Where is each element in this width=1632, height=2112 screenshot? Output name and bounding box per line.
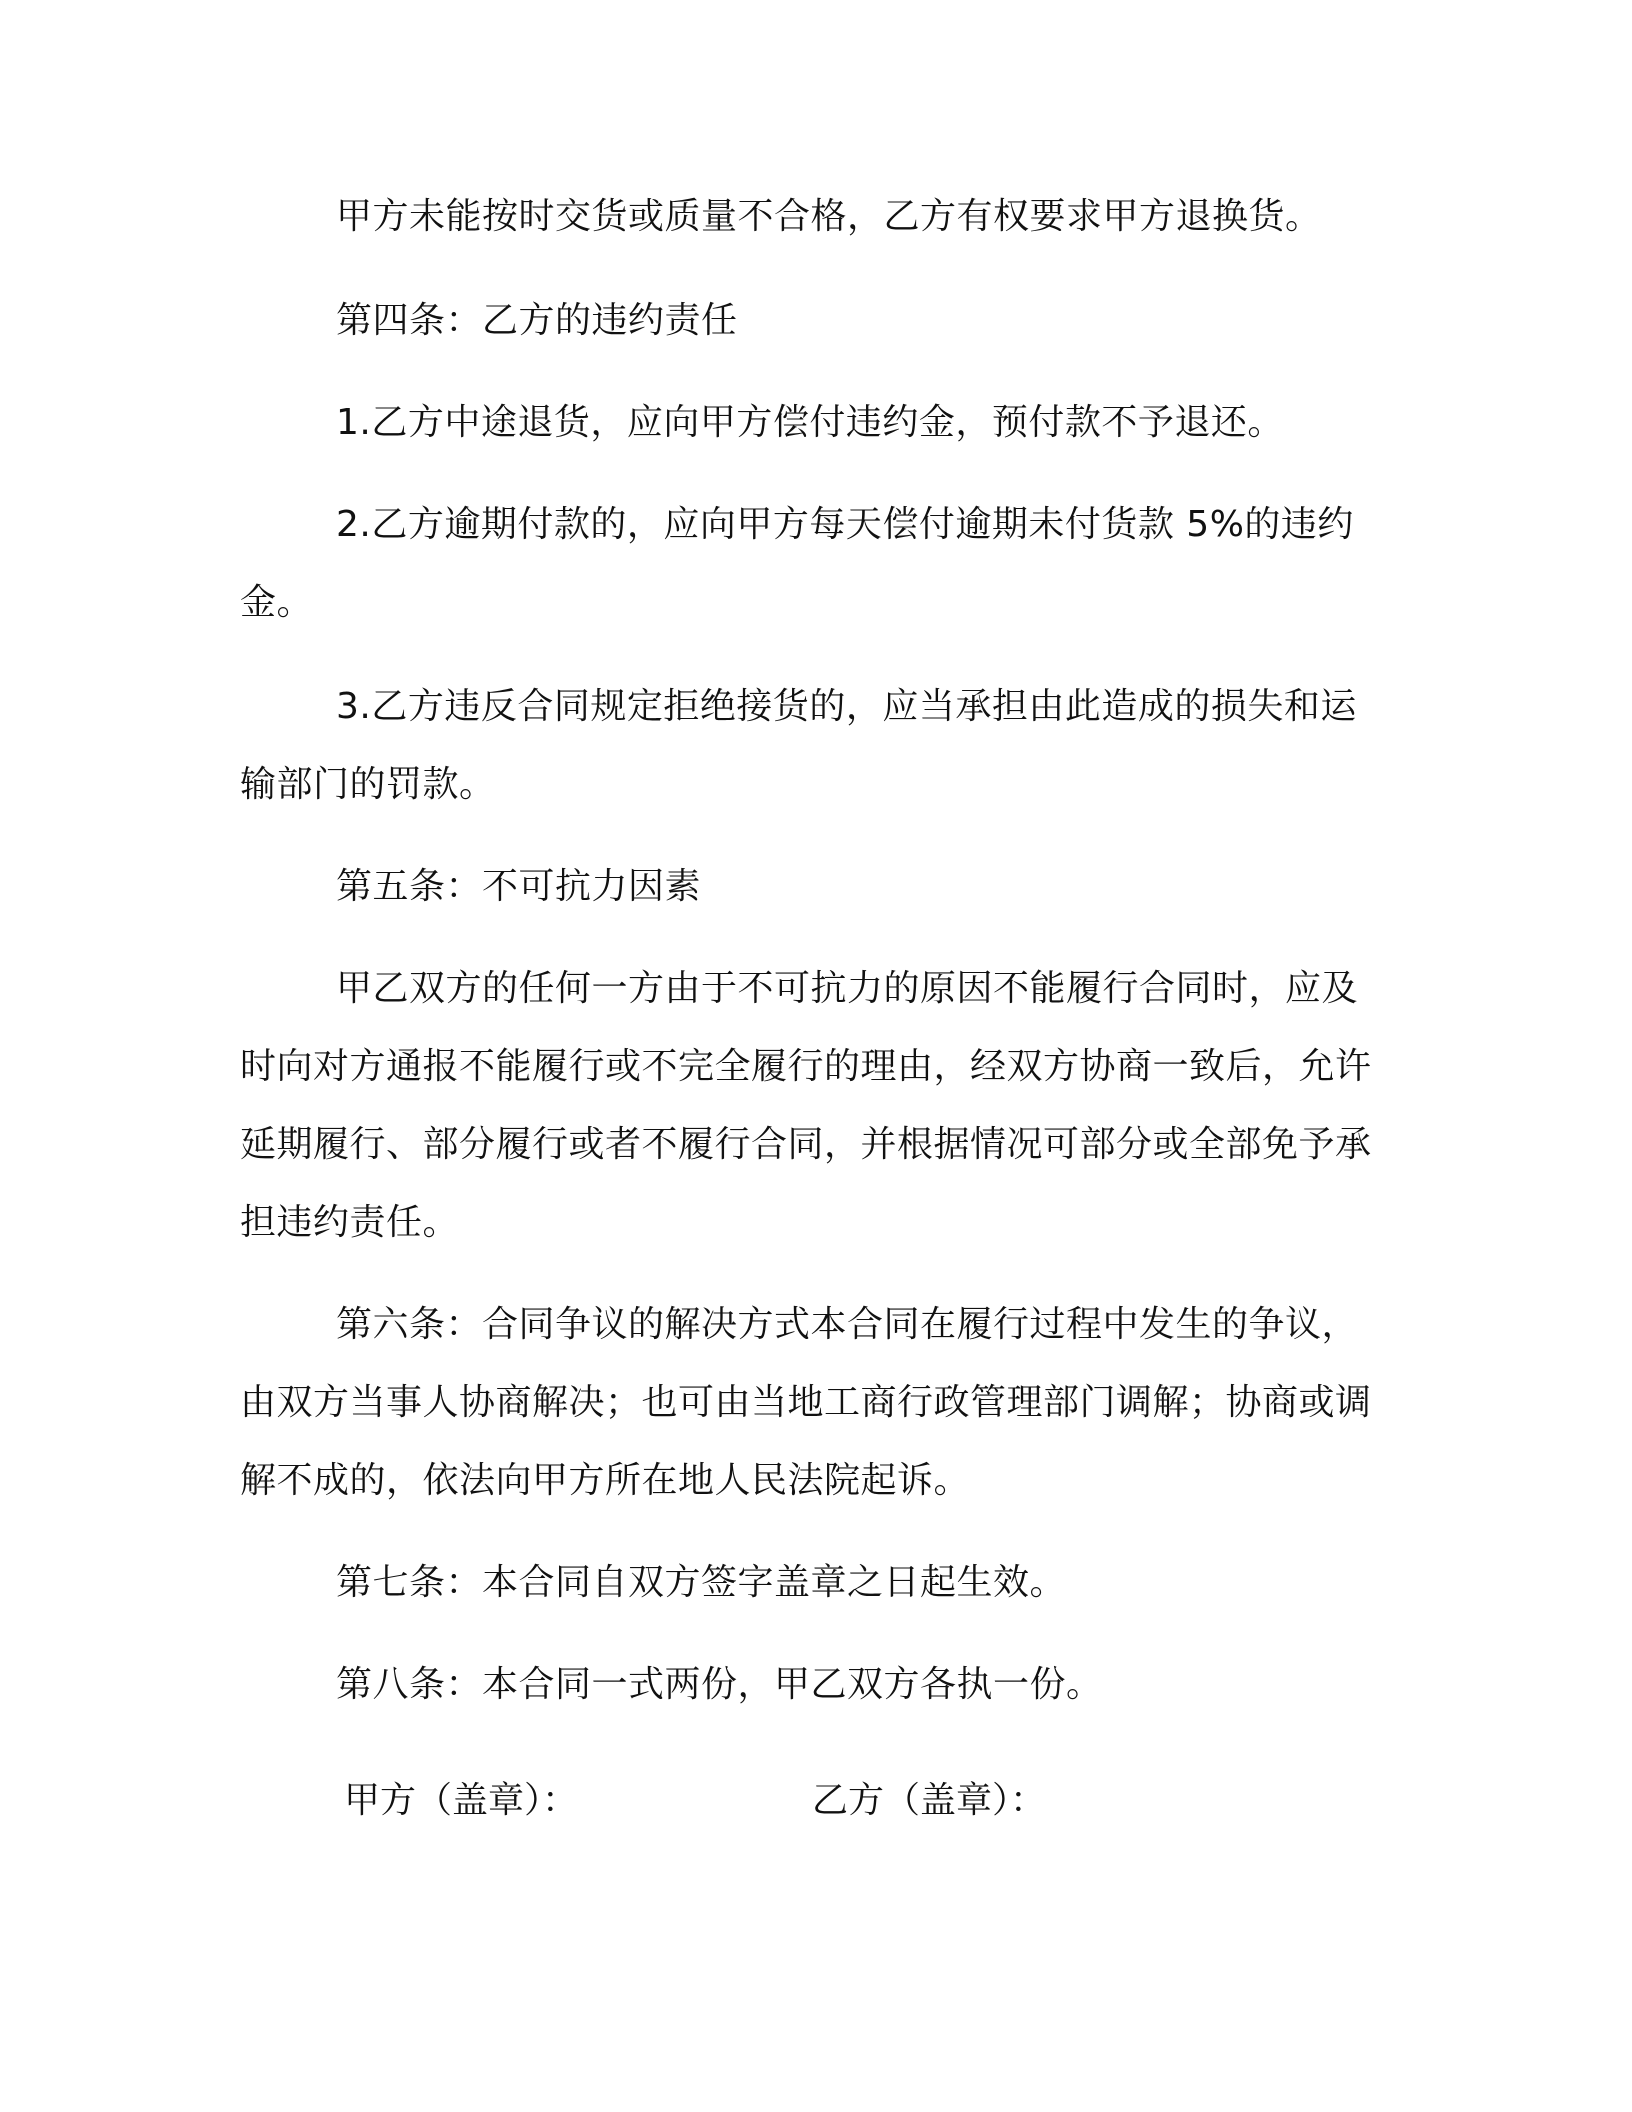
party-b-signature-label: 乙方（盖章）： bbox=[812, 1780, 1047, 1821]
article-4-item-3: 3.乙方违反合同规定拒绝接货的，应当承担由此造成的损失和运输部门的罚款。 bbox=[240, 686, 1357, 805]
article-4-item-1: 1.乙方中途退货，应向甲方偿付违约金，预付款不予退还。 bbox=[336, 402, 1284, 443]
signature-line bbox=[344, 1762, 1344, 1840]
article-5-body: 甲乙双方的任何一方由于不可抗力的原因不能履行合同时，应及时向对方通报不能履行或不完全履行的理由，经双方协商一致后，允许延期履行、部分履行或者不履行合同，并根据情况可部分或全部免予承担违约责任。 bbox=[240, 968, 1372, 1243]
article-7-body: 第七条：本合同自双方签字盖章之日起生效。 bbox=[336, 1562, 1067, 1603]
article-8-body: 第八条：本合同一式两份，甲乙双方各执一份。 bbox=[336, 1664, 1103, 1705]
paragraph-delivery-clause: 甲方未能按时交货或质量不合格，乙方有权要求甲方退换货。 bbox=[336, 196, 1322, 237]
article-5-heading: 第五条：不可抗力因素 bbox=[336, 866, 702, 907]
article-4-heading: 第四条：乙方的违约责任 bbox=[336, 300, 738, 341]
article-4-item-2: 2.乙方逾期付款的，应向甲方每天偿付逾期未付货款 5%的违约金。 bbox=[240, 504, 1354, 623]
article-6-body: 第六条：合同争议的解决方式本合同在履行过程中发生的争议，由双方当事人协商解决；也可由当地工商行政管理部门调解；协商或调解不成的，依法向甲方所在地人民法院起诉。 bbox=[240, 1304, 1372, 1501]
party-a-signature-label: 甲方（盖章）： bbox=[344, 1780, 579, 1821]
